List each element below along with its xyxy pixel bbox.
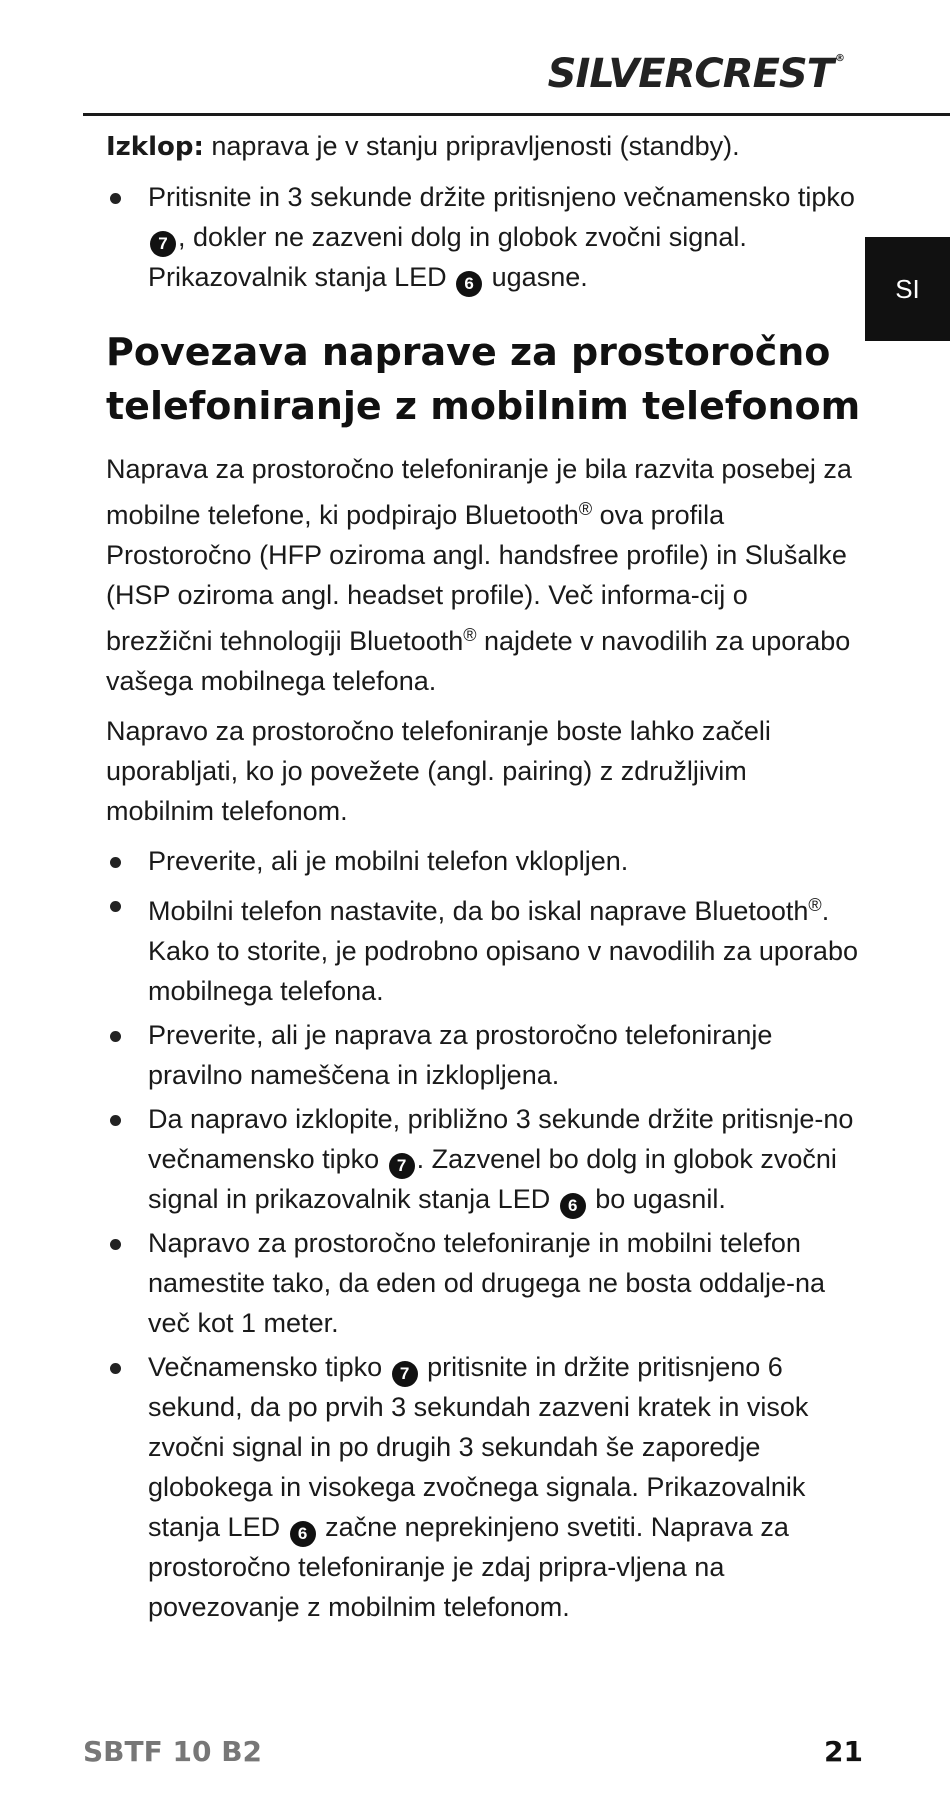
off-steps-list	[106, 177, 861, 297]
page-number: 21	[824, 1735, 863, 1768]
header-rule	[83, 113, 950, 116]
step-text: ugasne.	[484, 262, 588, 292]
brand-logo	[547, 51, 844, 97]
list-item	[106, 885, 861, 1011]
led-6-badge-icon: 6	[290, 1521, 316, 1547]
list-item	[106, 177, 861, 297]
step-text: Preverite, ali je mobilni telefon vklopljen.	[148, 846, 629, 876]
step-text: Da napravo izklopite, približno 3 sekunde držite pritisnje-no večnamensko tipko	[148, 1104, 854, 1174]
brand-logo-text: SILVERCREST	[547, 51, 833, 97]
intro-label: Izklop:	[106, 132, 204, 162]
list-item	[106, 1347, 861, 1627]
pairing-steps-list	[106, 841, 861, 1627]
button-7-badge-icon: 7	[389, 1153, 415, 1179]
step-text: . Kako to storite, je podrobno opisano v navodilih za uporabo mobilnega telefona.	[148, 896, 858, 1006]
section-paragraph-1	[106, 449, 861, 701]
intro-text: naprava je v stanju pripravljenosti (standby).	[203, 131, 740, 161]
button-7-badge-icon: 7	[392, 1361, 418, 1387]
section-paragraph-2: Napravo za prostoročno telefoniranje boste lahko začeli uporabljati, ko jo povežete (angl. pairing) z združljivim mobilnim telefonom.	[106, 716, 771, 826]
paragraph-text: najdete v navodilih za uporabo vašega mobilnega telefona.	[106, 626, 851, 696]
button-7-badge-icon: 7	[150, 231, 176, 257]
step-text: . Zazvenel bo dolg in globok zvočni signal in prikazovalnik stanja LED	[148, 1144, 837, 1214]
step-text: pritisnite in držite pritisnjeno 6 sekund, da po prvih 3 sekundah zazveni kratek in visok zvočni signal in po drugih 3 sekundah še zaporedje globokega in visokega zvočnega signala. Prikazovalnik stanja LED	[148, 1352, 809, 1542]
registered-mark: ®	[835, 53, 844, 64]
list-item	[106, 1223, 861, 1343]
list-item	[106, 841, 861, 881]
intro-paragraph	[106, 126, 861, 167]
step-text: , dokler ne zazveni dolg in globok zvočni signal. Prikazovalnik stanja LED	[148, 222, 747, 292]
step-text: Preverite, ali je naprava za prostoročno telefoniranje pravilno nameščena in izklopljena.	[148, 1020, 773, 1090]
registered-mark: ®	[578, 499, 593, 519]
paragraph-text: Naprava za prostoročno telefoniranje je bila razvita posebej za mobilne telefone, ki podpirajo Bluetooth	[106, 454, 852, 530]
section-title: Povezava naprave za prostoročno telefoniranje z mobilnim telefonom	[106, 330, 861, 428]
paragraph-text: ova profila Prostoročno (HFP oziroma angl. handsfree profile) in Slušalke (HSP oziroma angl. headset profile). Več informa-cij o brezžični tehnologiji Bluetooth	[106, 500, 847, 656]
step-text: Mobilni telefon nastavite, da bo iskal naprave Bluetooth	[148, 896, 809, 926]
step-text: Napravo za prostoročno telefoniranje in mobilni telefon namestite tako, da eden od drugega ne bosta oddalje-na več kot 1 meter.	[148, 1228, 826, 1338]
page-content	[106, 126, 861, 1631]
step-text: Pritisnite in 3 sekunde držite pritisnjeno večnamensko tipko	[148, 182, 855, 212]
registered-mark: ®	[463, 625, 477, 645]
step-text: Večnamensko tipko	[148, 1352, 390, 1382]
language-tab: SI	[865, 237, 950, 341]
led-6-badge-icon: 6	[560, 1193, 586, 1219]
list-item	[106, 1099, 861, 1219]
step-text: začne neprekinjeno svetiti. Naprava za prostoročno telefoniranje je zdaj pripra-vljena na povezovanje z mobilnim telefonom.	[148, 1512, 789, 1622]
footer-model: SBTF 10 B2	[83, 1735, 263, 1768]
step-text: bo ugasnil.	[587, 1184, 726, 1214]
registered-mark: ®	[808, 895, 822, 915]
list-item	[106, 1015, 861, 1095]
led-6-badge-icon: 6	[456, 271, 482, 297]
